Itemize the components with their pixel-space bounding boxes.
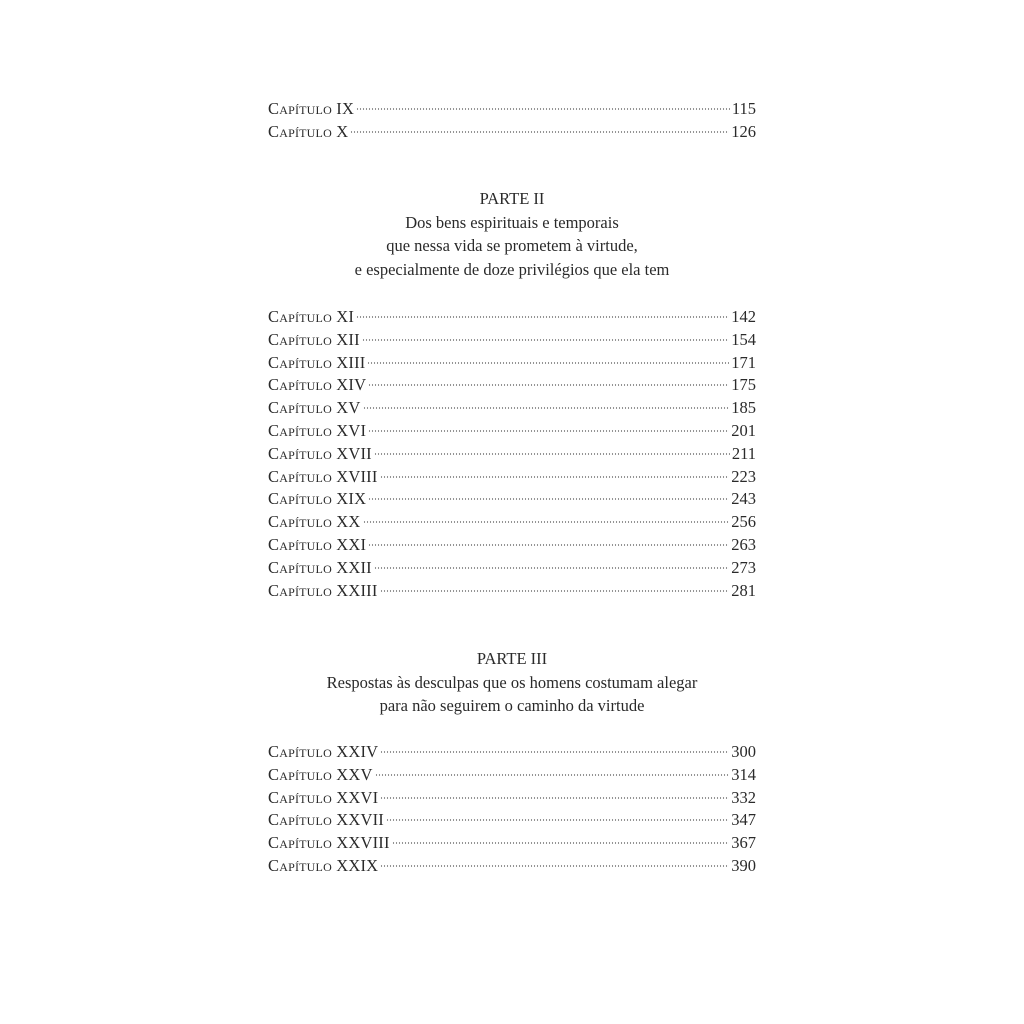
chapter-label: Capítulo XI <box>268 307 355 326</box>
dot-leader <box>380 476 730 478</box>
toc-entry[interactable] <box>268 98 756 121</box>
dot-leader <box>380 751 729 753</box>
part-subtitle-line: Dos bens espirituais e temporais <box>405 212 619 232</box>
part-subtitle-line: que nessa vida se prometem à virtude, <box>386 236 638 255</box>
page-number: 281 <box>731 580 756 600</box>
chapter-label: Capítulo XIX <box>268 489 367 509</box>
dot-leader <box>350 131 729 133</box>
chapter-label: Capítulo XXVII <box>268 810 384 830</box>
dot-leader <box>375 774 730 776</box>
part-subtitle-line: para não seguirem o caminho da virtude <box>379 696 645 715</box>
chapter-label: Capítulo XXIII <box>268 580 378 600</box>
page-number: 367 <box>731 833 756 853</box>
dot-leader <box>363 407 730 409</box>
dot-leader <box>368 544 729 546</box>
toc-entry[interactable] <box>268 557 756 580</box>
chapter-label: Capítulo IX <box>268 99 355 118</box>
part-heading-2 <box>248 187 776 281</box>
page-number: 314 <box>731 764 756 784</box>
toc-entry[interactable] <box>268 374 756 397</box>
toc-list-part2 <box>268 306 756 602</box>
page-number: 332 <box>731 787 756 807</box>
toc-list-part1-tail <box>268 98 756 144</box>
toc-entry[interactable] <box>268 809 756 832</box>
toc-entry[interactable] <box>268 121 756 144</box>
chapter-label: Capítulo XV <box>268 398 361 418</box>
part-subtitle-line: Respostas às desculpas que os homens costumam alegar <box>326 672 698 692</box>
page-number: 243 <box>731 489 756 509</box>
toc-entry[interactable] <box>268 306 756 329</box>
chapter-label: Capítulo XII <box>268 329 360 349</box>
dot-leader <box>356 316 729 318</box>
page-number: 201 <box>731 420 756 440</box>
page-number: 273 <box>731 557 756 577</box>
chapter-label: Capítulo XXII <box>268 557 372 577</box>
page-number: 263 <box>731 534 756 554</box>
chapter-label: Capítulo XVI <box>268 420 367 440</box>
toc-entry[interactable] <box>268 855 756 878</box>
page-number: 171 <box>731 352 756 372</box>
dot-leader <box>368 498 729 500</box>
toc-entry[interactable] <box>268 352 756 375</box>
dot-leader <box>374 453 730 455</box>
page-number: 126 <box>731 121 756 141</box>
dot-leader <box>368 430 729 432</box>
part-heading-3 <box>248 647 776 718</box>
page-number: 223 <box>731 466 756 486</box>
toc-entry[interactable] <box>268 397 756 420</box>
dot-leader <box>374 567 729 569</box>
toc-entry[interactable] <box>268 832 756 855</box>
dot-leader <box>363 521 730 523</box>
chapter-label: Capítulo XXVIII <box>268 833 390 853</box>
chapter-label: Capítulo XX <box>268 512 361 532</box>
toc-entry[interactable] <box>268 488 756 511</box>
toc-entry[interactable] <box>268 511 756 534</box>
dot-leader <box>356 108 730 110</box>
dot-leader <box>367 362 729 364</box>
dot-leader <box>392 842 730 844</box>
chapter-label: Capítulo XIV <box>268 375 367 395</box>
toc-entry[interactable] <box>268 741 756 764</box>
chapter-label: Capítulo XXVI <box>268 787 379 807</box>
toc-entry[interactable] <box>268 534 756 557</box>
page-number: 256 <box>731 512 756 532</box>
toc-entry[interactable] <box>268 787 756 810</box>
part-title: PARTE III <box>476 649 548 668</box>
dot-leader <box>386 819 729 821</box>
page-number: 300 <box>731 742 756 761</box>
toc-entry[interactable] <box>268 443 756 466</box>
page-number: 115 <box>731 99 756 118</box>
toc-entry[interactable] <box>268 466 756 489</box>
page-number: 347 <box>731 810 756 830</box>
chapter-label: Capítulo XIII <box>268 352 366 372</box>
page-number: 185 <box>731 398 756 418</box>
part-title: PARTE II <box>479 189 545 208</box>
page-number: 390 <box>731 855 756 875</box>
toc-list-part3 <box>268 741 756 878</box>
chapter-label: Capítulo XXIV <box>268 742 379 761</box>
dot-leader <box>380 590 730 592</box>
toc-entry[interactable] <box>268 420 756 443</box>
chapter-label: Capítulo XXI <box>268 534 367 554</box>
page-number: 211 <box>731 443 756 463</box>
page-number: 142 <box>731 307 756 326</box>
page-number: 154 <box>731 329 756 349</box>
chapter-label: Capítulo XXIX <box>268 855 379 875</box>
toc-entry[interactable] <box>268 764 756 787</box>
dot-leader <box>362 339 729 341</box>
dot-leader <box>380 865 729 867</box>
chapter-label: Capítulo X <box>268 121 349 141</box>
chapter-label: Capítulo XVII <box>268 443 372 463</box>
toc-entry[interactable] <box>268 580 756 603</box>
page-number: 175 <box>731 375 756 395</box>
dot-leader <box>368 384 729 386</box>
dot-leader <box>380 797 729 799</box>
chapter-label: Capítulo XVIII <box>268 466 378 486</box>
chapter-label: Capítulo XXV <box>268 764 373 784</box>
toc-entry[interactable] <box>268 329 756 352</box>
part-subtitle-line: e especialmente de doze privilégios que ela tem <box>354 259 670 279</box>
